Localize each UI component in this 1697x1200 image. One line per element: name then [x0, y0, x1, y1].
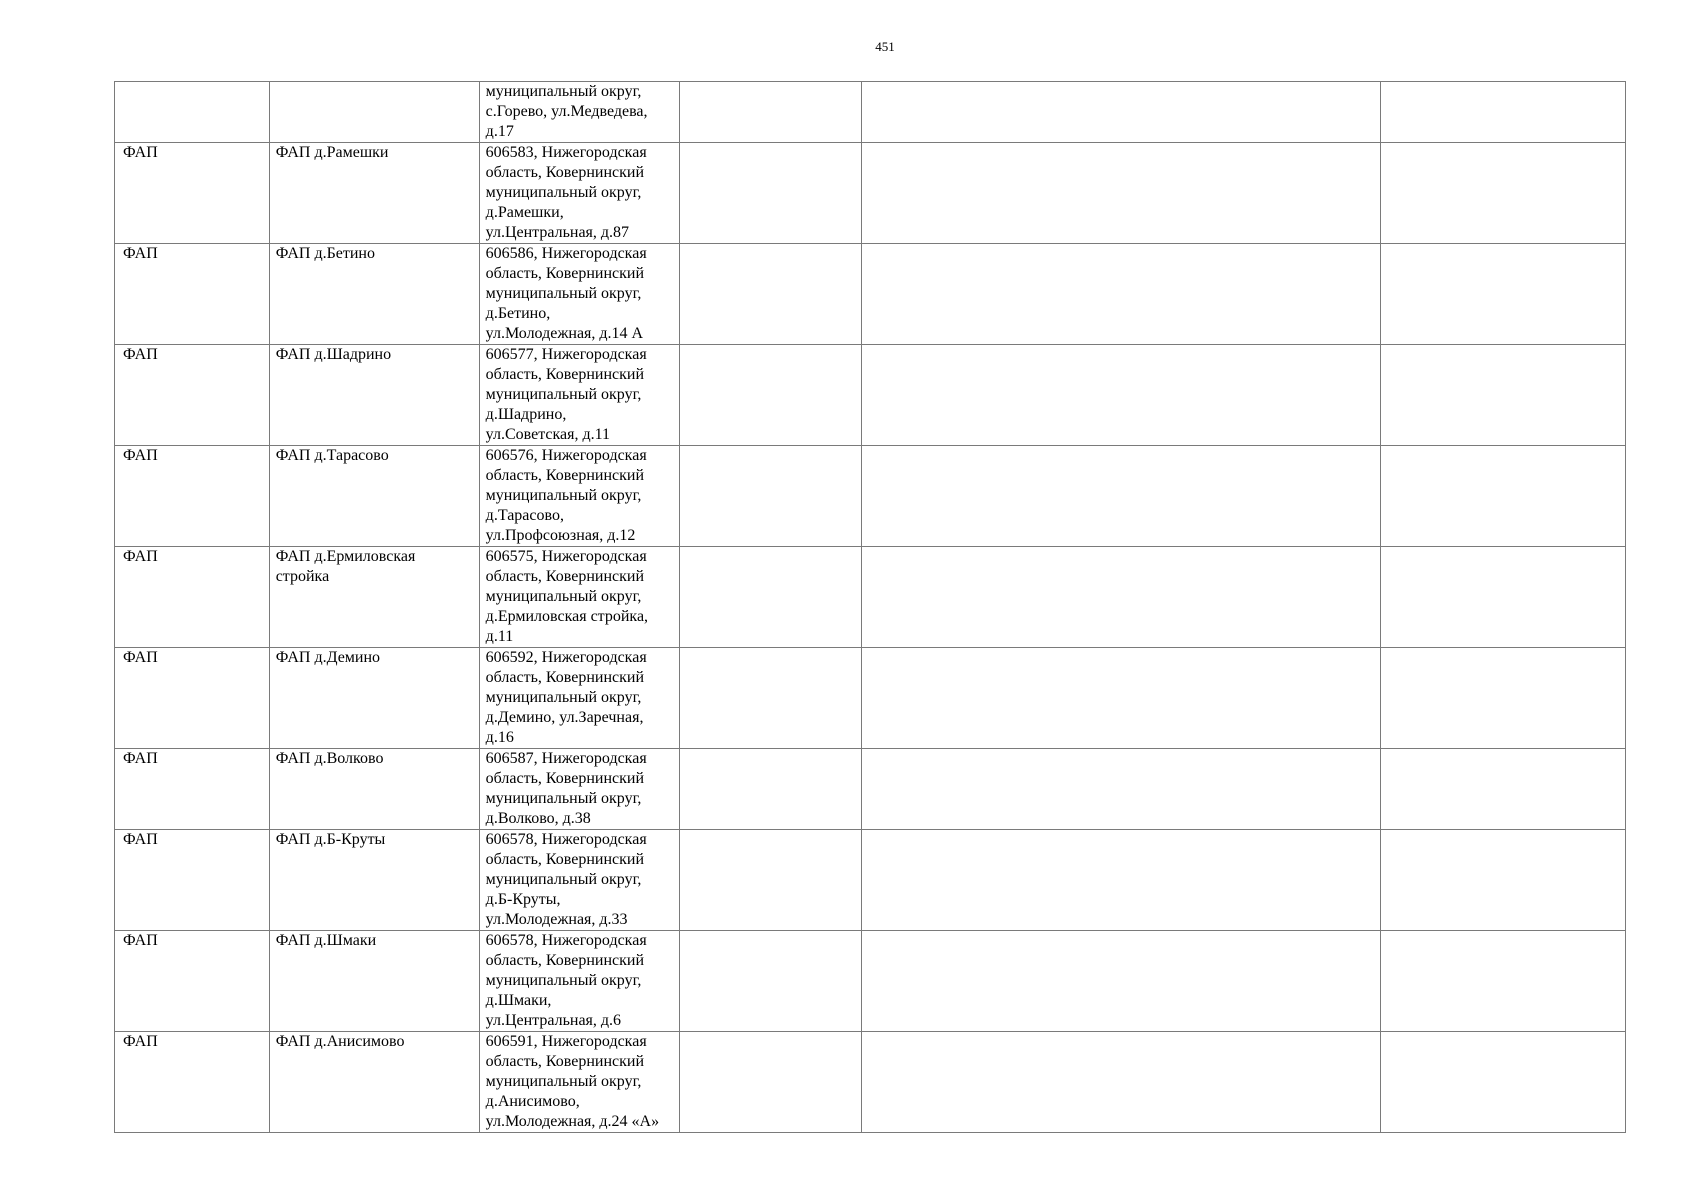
facility-address-cell: 606576, Нижегородская область, Ковернинский муниципальный округ, д.Тарасово, ул.Профсоюзная, д.12	[479, 446, 679, 547]
table-row	[115, 749, 1626, 830]
facility-name-cell: ФАП д.Б-Круты	[269, 830, 479, 931]
empty-cell	[1380, 345, 1625, 446]
facility-name-cell: ФАП д.Тарасово	[269, 446, 479, 547]
facility-table	[114, 81, 1626, 1133]
empty-cell	[862, 345, 1380, 446]
facility-name-cell: ФАП д.Демино	[269, 648, 479, 749]
table-row	[115, 931, 1626, 1032]
empty-cell	[679, 446, 862, 547]
table-row	[115, 345, 1626, 446]
facility-name-cell	[269, 82, 479, 143]
empty-cell	[1380, 749, 1625, 830]
facility-address-cell: 606586, Нижегородская область, Ковернинский муниципальный округ, д.Бетино, ул.Молодежная, д.14 А	[479, 244, 679, 345]
facility-type-cell: ФАП	[115, 931, 270, 1032]
facility-type-cell: ФАП	[115, 830, 270, 931]
facility-type-cell	[115, 82, 270, 143]
empty-cell	[679, 648, 862, 749]
table-row	[115, 648, 1626, 749]
facility-type-cell: ФАП	[115, 345, 270, 446]
empty-cell	[862, 830, 1380, 931]
facility-name-cell: ФАП д.Рамешки	[269, 143, 479, 244]
facility-name-cell: ФАП д.Ермиловская стройка	[269, 547, 479, 648]
empty-cell	[862, 931, 1380, 1032]
facility-name-cell: ФАП д.Бетино	[269, 244, 479, 345]
empty-cell	[679, 345, 862, 446]
empty-cell	[862, 1032, 1380, 1133]
page-number: 451	[875, 39, 895, 54]
facility-type-cell: ФАП	[115, 1032, 270, 1133]
empty-cell	[862, 143, 1380, 244]
empty-cell	[679, 143, 862, 244]
empty-cell	[1380, 830, 1625, 931]
empty-cell	[1380, 547, 1625, 648]
empty-cell	[1380, 1032, 1625, 1133]
empty-cell	[1380, 244, 1625, 345]
facility-address-cell: 606575, Нижегородская область, Ковернинский муниципальный округ, д.Ермиловская стройка, д.11	[479, 547, 679, 648]
facility-address-cell: 606578, Нижегородская область, Ковернинский муниципальный округ, д.Шмаки, ул.Центральная, д.6	[479, 931, 679, 1032]
empty-cell	[679, 82, 862, 143]
table-row	[115, 244, 1626, 345]
empty-cell	[862, 648, 1380, 749]
empty-cell	[862, 547, 1380, 648]
empty-cell	[679, 1032, 862, 1133]
facility-address-cell: 606592, Нижегородская область, Ковернинский муниципальный округ, д.Демино, ул.Заречная, д.16	[479, 648, 679, 749]
facility-address-cell: 606591, Нижегородская область, Ковернинский муниципальный округ, д.Анисимово, ул.Молодежная, д.24 «А»	[479, 1032, 679, 1133]
empty-cell	[862, 446, 1380, 547]
facility-address-cell: 606587, Нижегородская область, Ковернинский муниципальный округ, д.Волково, д.38	[479, 749, 679, 830]
table-row	[115, 1032, 1626, 1133]
facility-name-cell: ФАП д.Шмаки	[269, 931, 479, 1032]
empty-cell	[862, 244, 1380, 345]
facility-address-cell: 606578, Нижегородская область, Ковернинский муниципальный округ, д.Б-Круты, ул.Молодежная, д.33	[479, 830, 679, 931]
facility-type-cell: ФАП	[115, 648, 270, 749]
empty-cell	[1380, 931, 1625, 1032]
facility-type-cell: ФАП	[115, 143, 270, 244]
table-row	[115, 547, 1626, 648]
empty-cell	[679, 547, 862, 648]
table-row	[115, 82, 1626, 143]
empty-cell	[1380, 648, 1625, 749]
facility-name-cell: ФАП д.Шадрино	[269, 345, 479, 446]
facility-type-cell: ФАП	[115, 547, 270, 648]
empty-cell	[862, 749, 1380, 830]
empty-cell	[862, 82, 1380, 143]
empty-cell	[1380, 446, 1625, 547]
empty-cell	[679, 830, 862, 931]
empty-cell	[679, 749, 862, 830]
facility-name-cell: ФАП д.Волково	[269, 749, 479, 830]
facility-type-cell: ФАП	[115, 749, 270, 830]
facility-address-cell: муниципальный округ, с.Горево, ул.Медведева, д.17	[479, 82, 679, 143]
facility-name-cell: ФАП д.Анисимово	[269, 1032, 479, 1133]
facility-type-cell: ФАП	[115, 244, 270, 345]
table-row	[115, 446, 1626, 547]
empty-cell	[679, 244, 862, 345]
facility-address-cell: 606583, Нижегородская область, Ковернинский муниципальный округ, д.Рамешки, ул.Центральная, д.87	[479, 143, 679, 244]
empty-cell	[679, 931, 862, 1032]
empty-cell	[1380, 143, 1625, 244]
empty-cell	[1380, 82, 1625, 143]
facility-type-cell: ФАП	[115, 446, 270, 547]
table-row	[115, 830, 1626, 931]
facility-address-cell: 606577, Нижегородская область, Ковернинский муниципальный округ, д.Шадрино, ул.Советская, д.11	[479, 345, 679, 446]
table-row	[115, 143, 1626, 244]
